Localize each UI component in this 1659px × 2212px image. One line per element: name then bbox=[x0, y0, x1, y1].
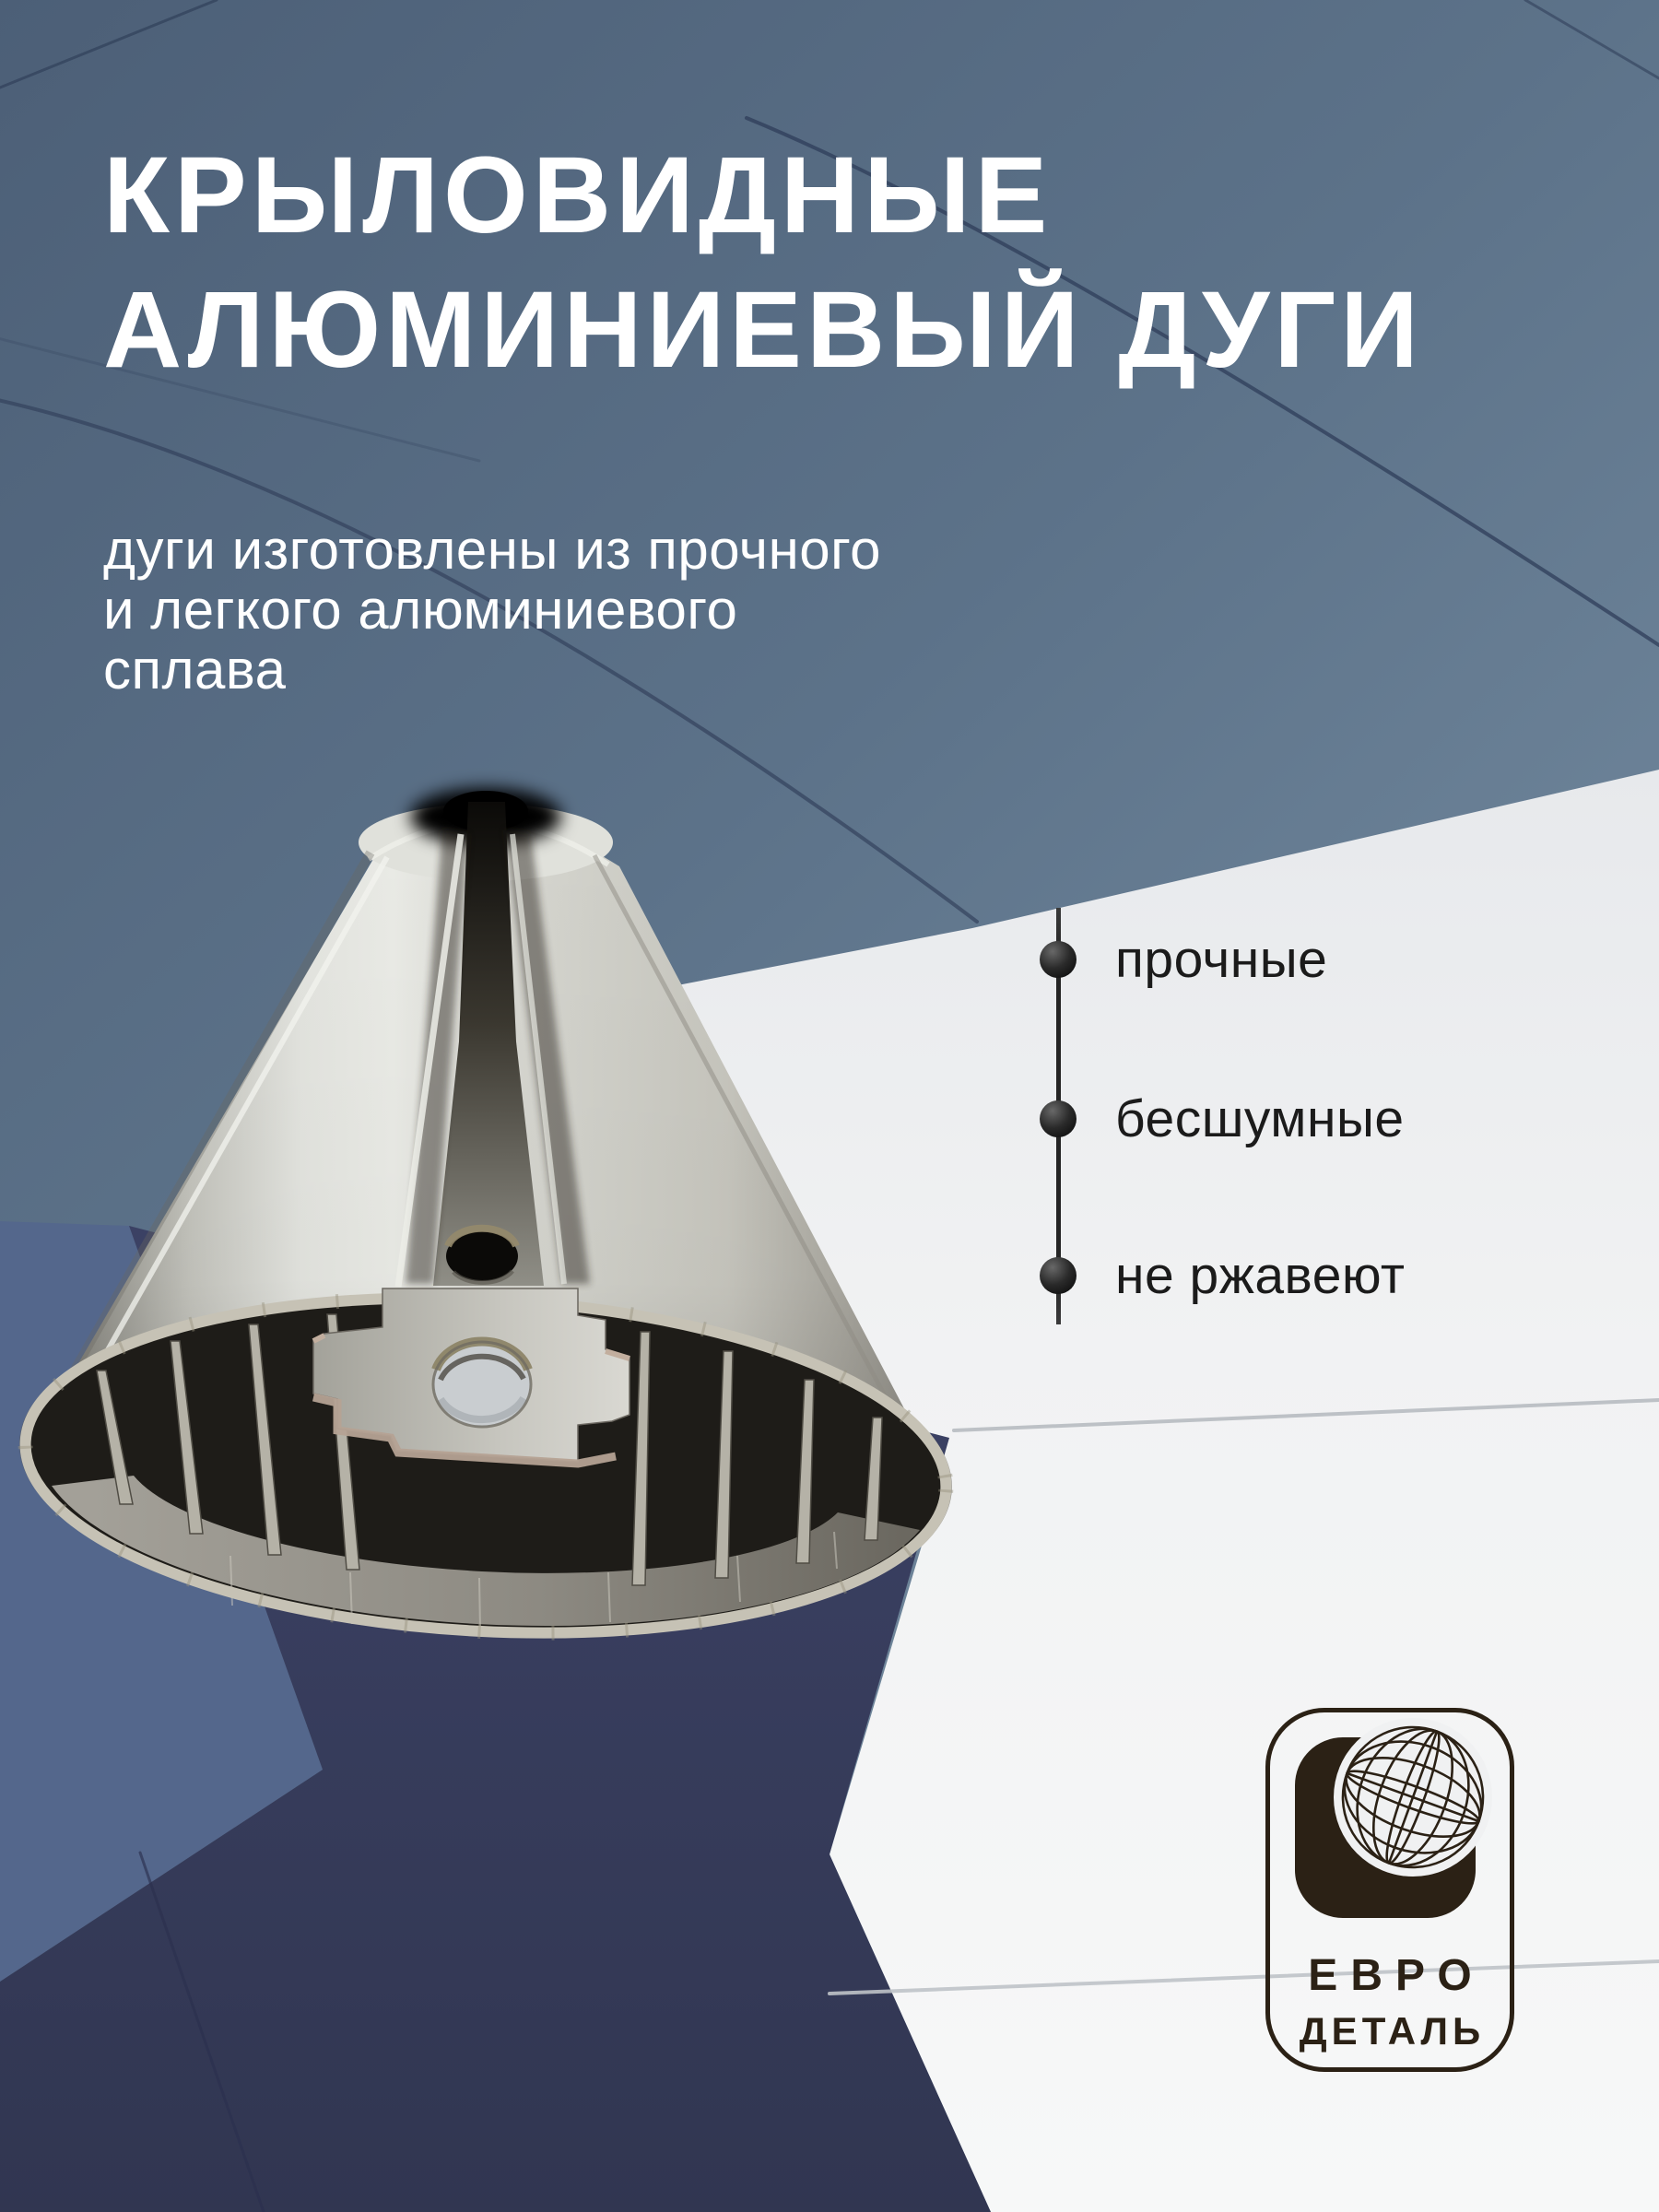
brand-name-line-2: ДЕТАЛЬ bbox=[1299, 2009, 1486, 2053]
feature-label: прочные bbox=[1115, 930, 1328, 989]
bullet-dot-icon bbox=[1040, 1257, 1077, 1294]
title-line-2: АЛЮМИНИЕВЫЙ ДУГИ bbox=[103, 269, 1423, 391]
bullet-dot-icon bbox=[1040, 1100, 1077, 1137]
feature-label: не ржавеют bbox=[1115, 1246, 1406, 1305]
channel-hole-upper bbox=[446, 1229, 518, 1283]
subtitle-line-1: дуги изготовлены из прочного bbox=[103, 519, 882, 581]
bullet-dot-icon bbox=[1040, 941, 1077, 978]
block-hole-lower bbox=[433, 1342, 531, 1427]
list-item bbox=[1040, 930, 1327, 989]
page-title bbox=[103, 128, 1423, 397]
list-item bbox=[1040, 1246, 1406, 1305]
brand-logo bbox=[1265, 1708, 1514, 2072]
brand-name-line-1: ЕВРО bbox=[1308, 1951, 1485, 2000]
subtitle-line-2: и легкого алюминиевого bbox=[103, 579, 738, 641]
subtitle-line-3: сплава bbox=[103, 639, 287, 700]
subtitle bbox=[103, 520, 881, 700]
title-line-1: КРЫЛОВИДНЫЕ bbox=[103, 135, 1053, 256]
list-item bbox=[1040, 1089, 1405, 1148]
feature-label: бесшумные bbox=[1115, 1089, 1405, 1148]
